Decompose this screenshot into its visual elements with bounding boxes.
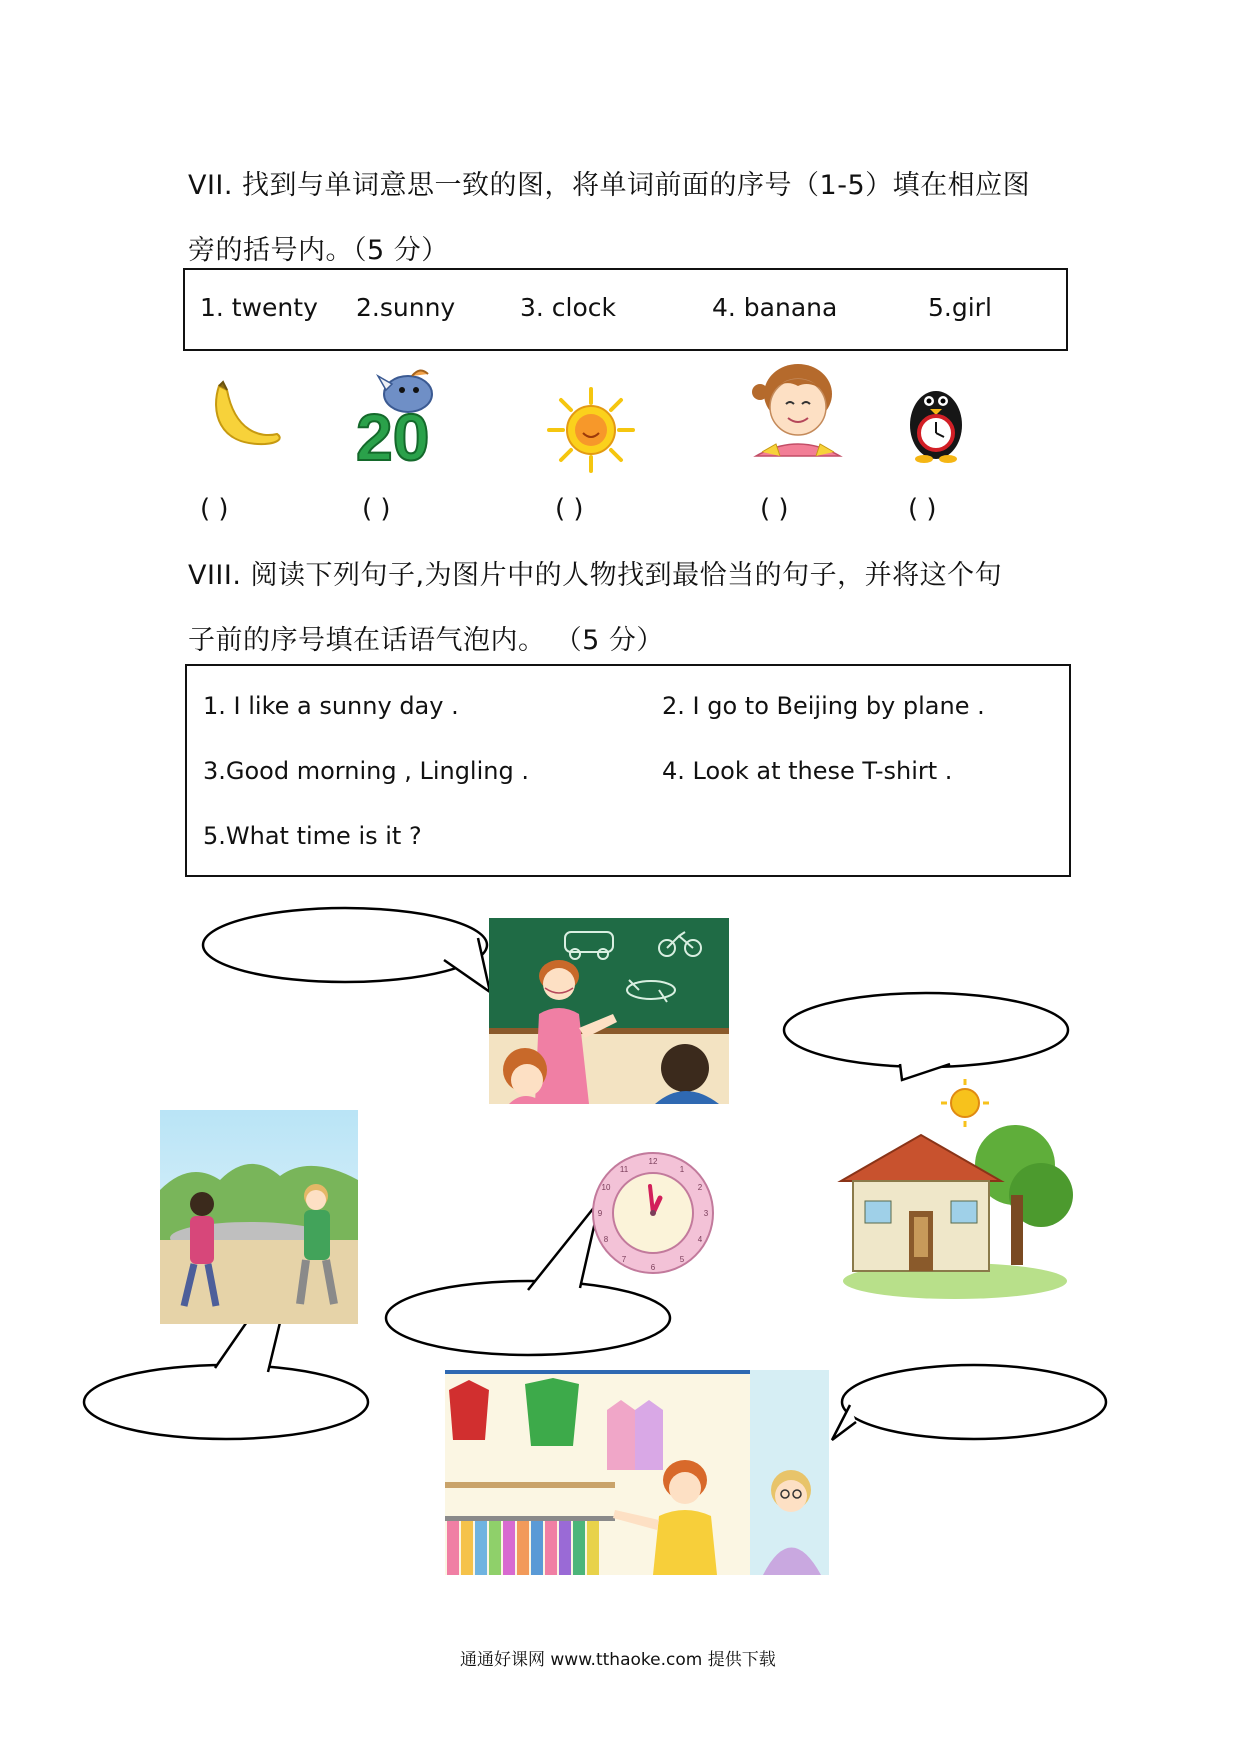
- section8-title-line2: 子前的序号填在话语气泡内。 （5 分）: [188, 625, 664, 656]
- answer-paren-3[interactable]: ( ): [555, 494, 584, 524]
- svg-text:11: 11: [619, 1165, 629, 1174]
- svg-text:9: 9: [597, 1209, 603, 1218]
- svg-text:12: 12: [648, 1157, 658, 1166]
- speech-bubble-2[interactable]: [784, 993, 1068, 1080]
- word-3: 3. clock: [520, 293, 617, 322]
- speech-bubble-1[interactable]: [203, 908, 490, 992]
- section8-title-line1: VIII. 阅读下列句子,为图片中的人物找到最恰当的句子，并将这个句: [188, 560, 1003, 591]
- svg-text:3: 3: [703, 1209, 709, 1218]
- sentence-5: 5.What time is it ?: [203, 822, 422, 850]
- section7-title-line2: 旁的括号内。（5 分）: [188, 235, 449, 266]
- word-4: 4. banana: [712, 293, 838, 322]
- speech-bubble-5[interactable]: [832, 1365, 1106, 1440]
- sentence-1: 1. I like a sunny day .: [203, 692, 459, 720]
- word-5: 5.girl: [928, 293, 992, 322]
- svg-text:10: 10: [601, 1183, 611, 1192]
- footer-text: 通通好课网 www.tthaoke.com 提供下载: [460, 1650, 776, 1670]
- answer-paren-4[interactable]: ( ): [760, 494, 789, 524]
- svg-text:6: 6: [650, 1263, 656, 1272]
- svg-text:1: 1: [679, 1165, 685, 1174]
- sunny-house-scene: [835, 1075, 1073, 1300]
- sentence-4: 4. Look at these T-shirt .: [662, 757, 953, 785]
- section7-title-line1: VII. 找到与单词意思一致的图，将单词前面的序号（1-5）填在相应图: [188, 170, 1031, 201]
- svg-text:5: 5: [679, 1255, 685, 1264]
- svg-text:2: 2: [697, 1183, 703, 1192]
- sentence-3: 3.Good morning , Lingling .: [203, 757, 529, 785]
- svg-text:8: 8: [603, 1235, 609, 1244]
- park-walk-scene: [160, 1110, 358, 1324]
- answer-paren-5[interactable]: ( ): [908, 494, 937, 524]
- classroom-scene: [489, 918, 729, 1104]
- clothes-shop-scene: [445, 1370, 829, 1575]
- answer-paren-2[interactable]: ( ): [362, 494, 391, 524]
- svg-text:7: 7: [621, 1255, 627, 1264]
- answer-paren-1[interactable]: ( ): [200, 494, 229, 524]
- word-1: 1. twenty: [200, 293, 318, 322]
- word-2: 2.sunny: [356, 293, 456, 322]
- clock-scene: [590, 1150, 716, 1276]
- svg-text:20: 20: [356, 400, 430, 467]
- sentence-2: 2. I go to Beijing by plane .: [662, 692, 985, 720]
- svg-text:4: 4: [697, 1235, 703, 1244]
